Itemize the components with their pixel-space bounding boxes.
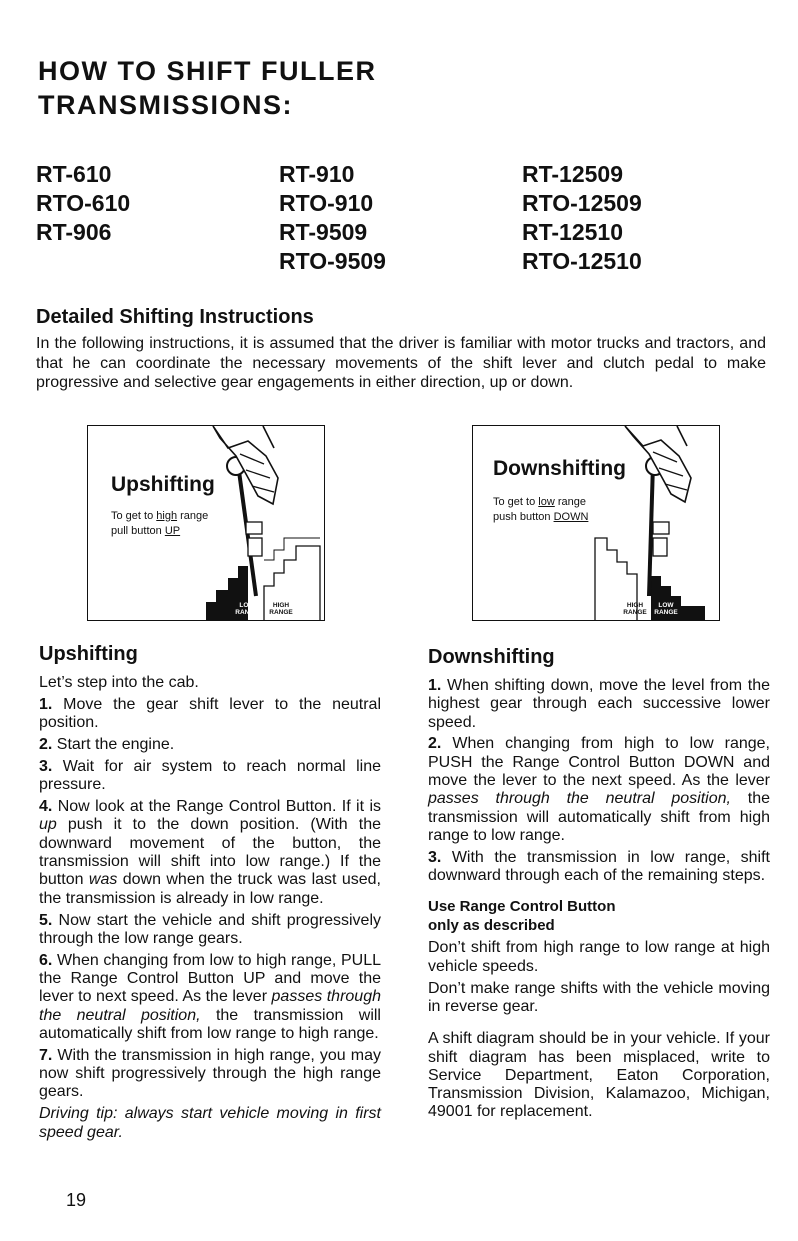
model-item: RT-12510: [522, 219, 624, 245]
downshifting-step-2: 2. When changing from high to low range, PUSH the Range Control Button DOWN and move the lever to the next speed. As the lever passes through the neutral position, the transmission will automatically shift from high range to low range.: [428, 735, 771, 844]
diagram-title: Upshifting: [111, 473, 215, 496]
upshifting-heading: Upshifting: [39, 643, 138, 665]
hand-lever-illustration: [88, 426, 324, 620]
upshifting-diagram: [87, 425, 325, 621]
model-column-3: [522, 160, 642, 276]
model-item: RTO-12510: [522, 248, 642, 274]
upshifting-step-7: 7. With the transmission in high range, you may now shift progressively through the high range gears.: [39, 1046, 381, 1101]
upshifting-step-5: 5. Now start the vehicle and shift progressively through the low range gears.: [39, 911, 381, 947]
upshifting-step-1: 1. Move the gear shift lever to the neutral position.: [39, 695, 381, 732]
upshifting-step-4: 4. Now look at the Range Control Button. If it is up push it to the down position. (With the downward movement of the button, the transmission will shift into low range.) If the button was down when the truck was last used, the transmission is already in low range.: [39, 798, 381, 907]
low-range-label: LOW RANGE: [654, 602, 678, 616]
page-title: [38, 54, 376, 122]
intro-paragraph: In the following instructions, it is assumed that the driver is familiar with motor trucks and tractors, and that he can coordinate the necessary movements of the shift lever and clutch pedal to make progressive and selective gear engagements in either direction, up or down.: [36, 335, 766, 391]
model-item: RT-12509: [522, 161, 624, 187]
model-column-1: [36, 160, 130, 247]
high-range-label: HIGH RANGE: [623, 602, 647, 616]
upshifting-step-2: 2. Start the engine.: [39, 736, 175, 754]
high-range-label: HIGH RANGE: [269, 602, 293, 616]
upshifting-step-6: 6. When changing from low to high range, PULL the Range Control Button UP and move the lever to next speed. As the lever passes through the neutral position, the transmission will automatically shift from low range to high range.: [39, 951, 381, 1042]
model-item: RTO-610: [36, 190, 131, 216]
range-warning-1: Don’t shift from high range to low range at high vehicle speeds.: [428, 939, 770, 975]
upshifting-section: [39, 643, 381, 1145]
model-item: RTO-9509: [279, 248, 386, 274]
diagram-caption: To get to low range push button DOWN: [493, 496, 589, 523]
model-column-2: [279, 160, 386, 276]
diagram-caption: To get to high range pull button UP: [111, 510, 209, 537]
model-item: RTO-12509: [522, 190, 642, 216]
title-line-1: HOW TO SHIFT FULLER: [38, 56, 377, 86]
driving-tip: Driving tip: always start vehicle moving in first speed gear.: [39, 1105, 381, 1141]
section-heading-detailed: Detailed Shifting Instructions: [36, 306, 314, 328]
downshifting-diagram: [472, 425, 720, 621]
range-warning-2: Don’t make range shifts with the vehicle moving in reverse gear.: [428, 979, 770, 1015]
model-item: RT-910: [279, 161, 355, 187]
model-item: RT-610: [36, 161, 112, 187]
downshifting-heading: Downshifting: [428, 646, 555, 668]
model-item: RT-9509: [279, 219, 368, 245]
upshifting-lead: Let’s step into the cab.: [39, 674, 199, 691]
downshifting-step-3: 3. With the transmission in low range, shift downward through each of the remaining steps.: [428, 848, 770, 885]
downshifting-section: [428, 646, 770, 1125]
page-number: 19: [66, 1190, 87, 1210]
model-item: RT-906: [36, 219, 112, 245]
model-item: RTO-910: [279, 190, 374, 216]
title-line-2: TRANSMISSIONS:: [38, 90, 294, 120]
replacement-note: A shift diagram should be in your vehicle. If your shift diagram has been misplaced, write to Service Department, Eaton Corporation, Transmission Division, Kalamazoo, Michigan, 49001 for replacement.: [428, 1030, 770, 1121]
diagram-title: Downshifting: [493, 457, 626, 480]
downshifting-step-1: 1. When shifting down, move the level from the highest gear through each successive lower speed.: [428, 677, 770, 731]
range-control-heading: Use Range Control Button only as described: [428, 898, 616, 935]
hand-lever-illustration: [473, 426, 719, 620]
low-range-label: LOW RANGE: [235, 602, 259, 616]
upshifting-step-3: 3. Wait for air system to reach normal line pressure.: [39, 757, 381, 794]
